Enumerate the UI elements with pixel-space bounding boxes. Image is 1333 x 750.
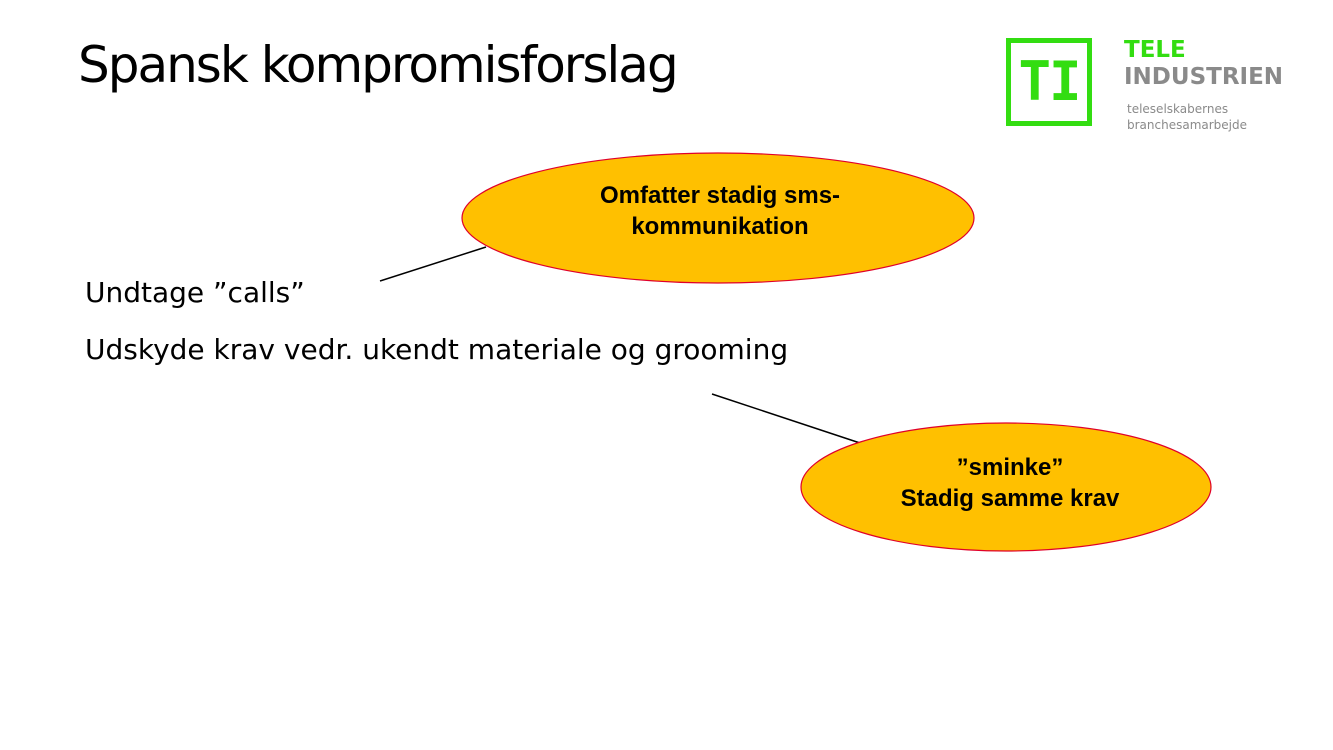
callout-2-line-2: Stadig samme krav (900, 485, 1120, 513)
callout-1-line-1: Omfatter stadig sms- (599, 182, 841, 209)
logo-line-industrien: INDUSTRIEN (1124, 64, 1284, 90)
logo-line-tele: TELE (1124, 37, 1186, 63)
connector-line-1 (380, 247, 486, 281)
bullet-item: Udskyde krav vedr. ukendt materiale og grooming (85, 333, 789, 366)
callout-text-2 (840, 452, 1180, 514)
page-title: Spansk kompromisforslag (78, 36, 677, 94)
connector-line-2 (712, 394, 860, 443)
callout-2-line-1: ”sminke” (956, 454, 1064, 481)
bullet-item: Undtage ”calls” (85, 276, 305, 309)
callout-1-line-2: kommunikation (631, 213, 809, 241)
logo-mark: TI (1018, 50, 1080, 113)
logo-tagline-2: branchesamarbejde (1127, 118, 1248, 132)
logo-tagline-1: teleselskabernes (1127, 102, 1229, 116)
callout-text-1 (520, 180, 920, 242)
